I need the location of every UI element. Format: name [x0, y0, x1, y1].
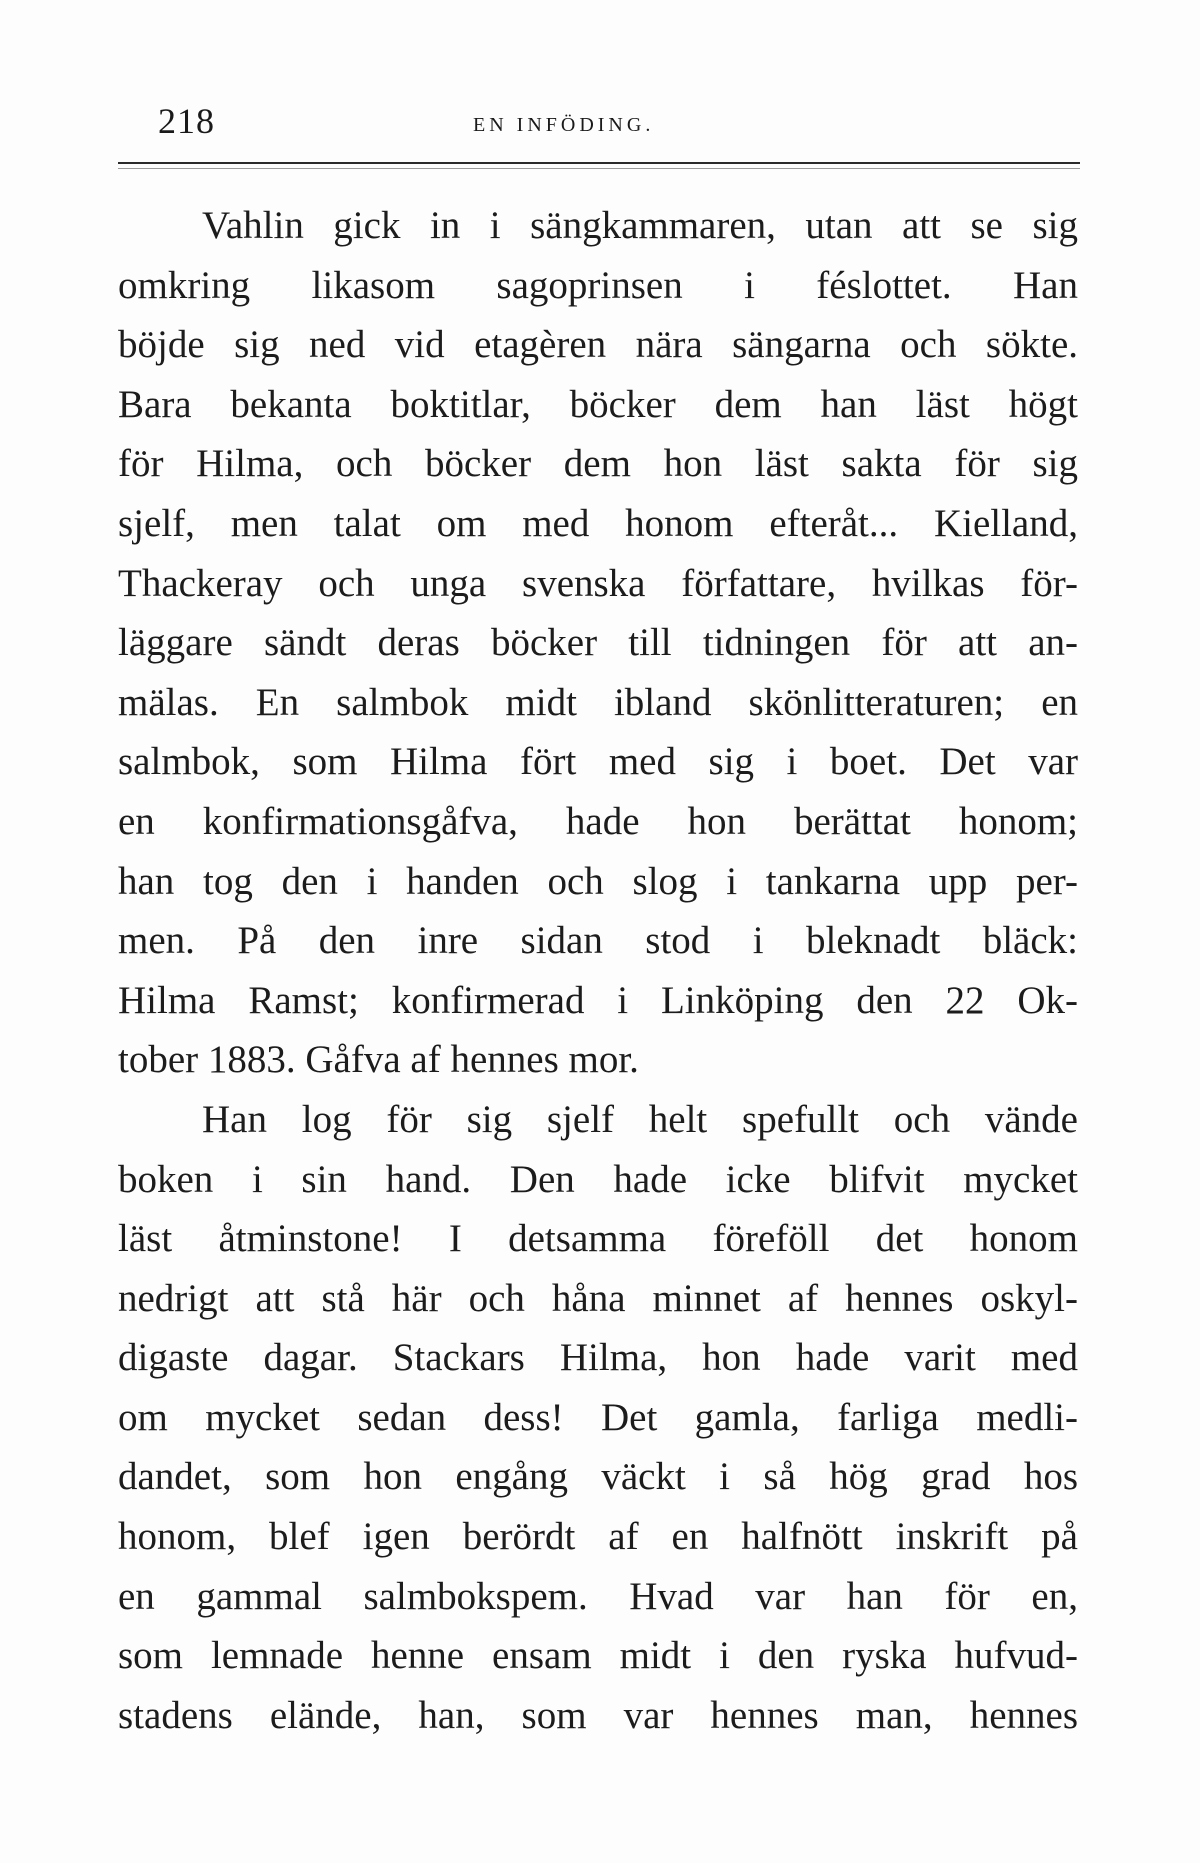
running-title: EN INFÖDING. — [473, 114, 655, 136]
text-line: för Hilma, och böcker dem hon läst sakta för sig — [118, 442, 1078, 486]
text-line: Hilma Ramst; konfirmerad i Linköping den 22 Ok- — [118, 978, 1078, 1022]
text-line: digaste dagar. Stackars Hilma, hon hade varit med — [118, 1336, 1078, 1380]
text-line: en gammal salmbokspem. Hvad var han för en, — [118, 1574, 1078, 1618]
header-rule — [118, 162, 1080, 164]
text-line: dandet, som hon engång väckt i så hög grad hos — [118, 1455, 1078, 1499]
text-line: böjde sig ned vid etagèren nära sängarna och sökte. — [118, 323, 1078, 367]
text-line: nedrigt att stå här och håna minnet af hennes oskyl- — [118, 1276, 1078, 1320]
text-line: om mycket sedan dess! Det gamla, farliga medli- — [118, 1395, 1078, 1439]
text-line: sjelf, men talat om med honom efteråt... Kielland, — [118, 501, 1078, 545]
text-line: läst åtminstone! I detsamma föreföll det honom — [118, 1217, 1078, 1261]
text-line: honom, blef igen berördt af en halfnött inskrift på — [118, 1515, 1078, 1559]
text-line: Thackeray och unga svenska författare, hvilkas för- — [118, 561, 1078, 605]
text-line: läggare sändt deras böcker till tidningen för att an- — [118, 621, 1078, 665]
text-line: salmbok, som Hilma fört med sig i boet. Det var — [118, 740, 1078, 784]
text-line: boken i sin hand. Den hade icke blifvit mycket — [118, 1157, 1078, 1201]
text-line: Bara bekanta boktitlar, böcker dem han läst högt — [118, 382, 1078, 426]
text-line: omkring likasom sagoprinsen i féslottet. Han — [118, 263, 1078, 307]
text-line: tober 1883. Gåfva af hennes mor. — [118, 1038, 639, 1082]
text-line: som lemnade henne ensam midt i den ryska hufvud- — [118, 1634, 1078, 1678]
page-number: 218 — [158, 101, 215, 141]
page-header — [118, 100, 1078, 148]
text-line: en konfirmationsgåfva, hade hon berättat honom; — [118, 799, 1078, 843]
text-line: men. På den inre sidan stod i bleknadt bläck: — [118, 919, 1078, 963]
text-line: Han log för sig sjelf helt spefullt och vände — [202, 1097, 1078, 1141]
text-line: stadens elände, han, som var hennes man, hennes — [118, 1693, 1078, 1737]
text-line: Vahlin gick in i sängkammaren, utan att se sig — [202, 204, 1078, 247]
text-line: mälas. En salmbok midt ibland skönlitteraturen; en — [118, 680, 1078, 724]
text-line: han tog den i handen och slog i tankarna upp per- — [118, 859, 1078, 903]
body-text — [118, 196, 1078, 1745]
header-rule-thin — [118, 168, 1080, 169]
